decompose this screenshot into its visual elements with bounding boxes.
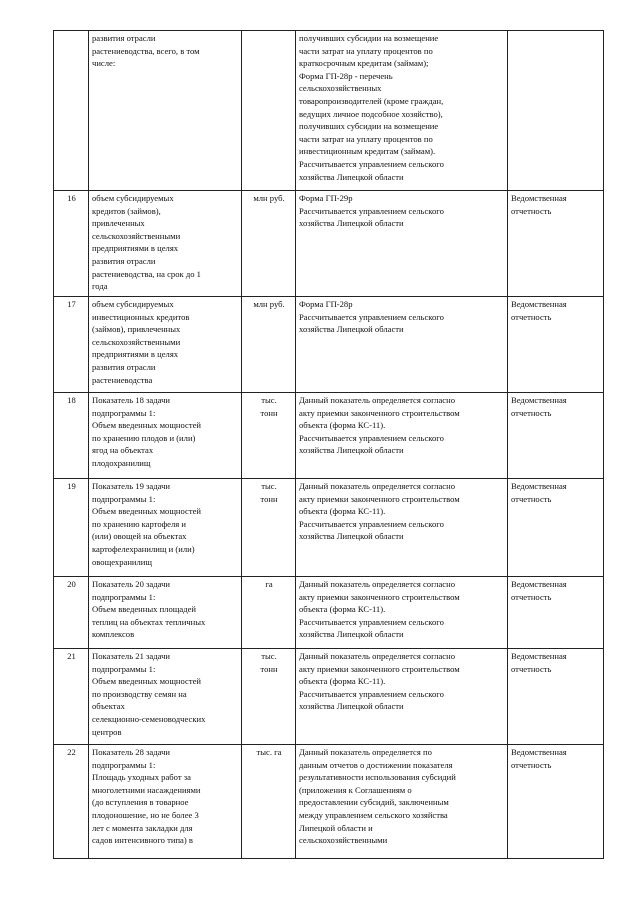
indicator-name: Показатель 19 задачи подпрограммы 1: Объем введенных мощностей по хранению картофеля и (или) овощей на объектах картофелехранилищ и (или) овощехранилищ [89,479,242,577]
data-source: Ведомственная отчетность [508,649,604,745]
table-row [54,393,604,479]
data-source: Ведомственная отчетность [508,745,604,859]
calculation-method: Данный показатель определяется согласно акту приемки законченного строительством объекта (форма КС-11). Рассчитывается управлением сельского хозяйства Липецкой области [296,479,508,577]
row-number: 22 [54,745,89,859]
unit-of-measure: га [242,577,296,649]
unit-of-measure: млн руб. [242,297,296,393]
unit-of-measure: тыс. тонн [242,393,296,479]
indicator-name: объем субсидируемых кредитов (займов), привлеченных сельскохозяйственными предприятиями в целях развития отрасли растениеводства, на срок до 1 года [89,191,242,297]
indicator-name: Показатель 18 задачи подпрограммы 1: Объем введенных мощностей по хранению плодов и (или) ягод на объектах плодохранилищ [89,393,242,479]
row-number: 18 [54,393,89,479]
indicator-name: Показатель 21 задачи подпрограммы 1: Объем введенных мощностей по производству семян на объектах селекционно-семеноводческих центров [89,649,242,745]
data-source: Ведомственная отчетность [508,297,604,393]
row-number: 21 [54,649,89,745]
table-row [54,297,604,393]
indicator-name: объем субсидируемых инвестиционных кредитов (займов), привлеченных сельскохозяйственными предприятиями в целях развития отрасли растениеводства [89,297,242,393]
row-number: 16 [54,191,89,297]
unit-of-measure [242,31,296,191]
calculation-method: Данный показатель определяется согласно акту приемки законченного строительством объекта (форма КС-11). Рассчитывается управлением сельского хозяйства Липецкой области [296,649,508,745]
unit-of-measure: тыс. га [242,745,296,859]
data-source: Ведомственная отчетность [508,577,604,649]
indicators-table [53,30,604,859]
table-row [54,649,604,745]
data-source: Ведомственная отчетность [508,191,604,297]
data-source: Ведомственная отчетность [508,479,604,577]
calculation-method: получивших субсидии на возмещение части затрат на уплату процентов по краткосрочным кредитам (займам); Форма ГП-28р - перечень сельскохозяйственных товаропроизводителей (кроме граждан, ведущих личное подсобное хозяйство), получивших субсидии на возмещение части затрат на уплату процентов по инвестиционным кредитам (займам). Рассчитывается управлением сельского хозяйства Липецкой области [296,31,508,191]
table-row [54,31,604,191]
calculation-method: Данный показатель определяется согласно акту приемки законченного строительством объекта (форма КС-11). Рассчитывается управлением сельского хозяйства Липецкой области [296,393,508,479]
row-number: 20 [54,577,89,649]
unit-of-measure: тыс. тонн [242,649,296,745]
unit-of-measure: тыс. тонн [242,479,296,577]
table-row [54,479,604,577]
calculation-method: Данный показатель определяется согласно акту приемки законченного строительством объекта (форма КС-11). Рассчитывается управлением сельского хозяйства Липецкой области [296,577,508,649]
indicator-name: развития отрасли растениеводства, всего, в том числе: [89,31,242,191]
data-source [508,31,604,191]
table-row [54,577,604,649]
table-row [54,745,604,859]
calculation-method: Данный показатель определяется по данным отчетов о достижении показателя результативности использования субсидий (приложения к Соглашениям о предоставлении субсидий, заключенным между управлением сельского хозяйства Липецкой области и сельскохозяйственными [296,745,508,859]
calculation-method: Форма ГП-28р Рассчитывается управлением сельского хозяйства Липецкой области [296,297,508,393]
unit-of-measure: млн руб. [242,191,296,297]
row-number [54,31,89,191]
indicator-name: Показатель 28 задачи подпрограммы 1: Площадь уходных работ за многолетними насаждениями (до вступления в товарное плодоношение, но не более 3 лет с момента закладки для садов интенсивного типа) в [89,745,242,859]
row-number: 17 [54,297,89,393]
table-row [54,191,604,297]
calculation-method: Форма ГП-29р Рассчитывается управлением сельского хозяйства Липецкой области [296,191,508,297]
data-source: Ведомственная отчетность [508,393,604,479]
row-number: 19 [54,479,89,577]
indicator-name: Показатель 20 задачи подпрограммы 1: Объем введенных площадей теплиц на объектах тепличных комплексов [89,577,242,649]
